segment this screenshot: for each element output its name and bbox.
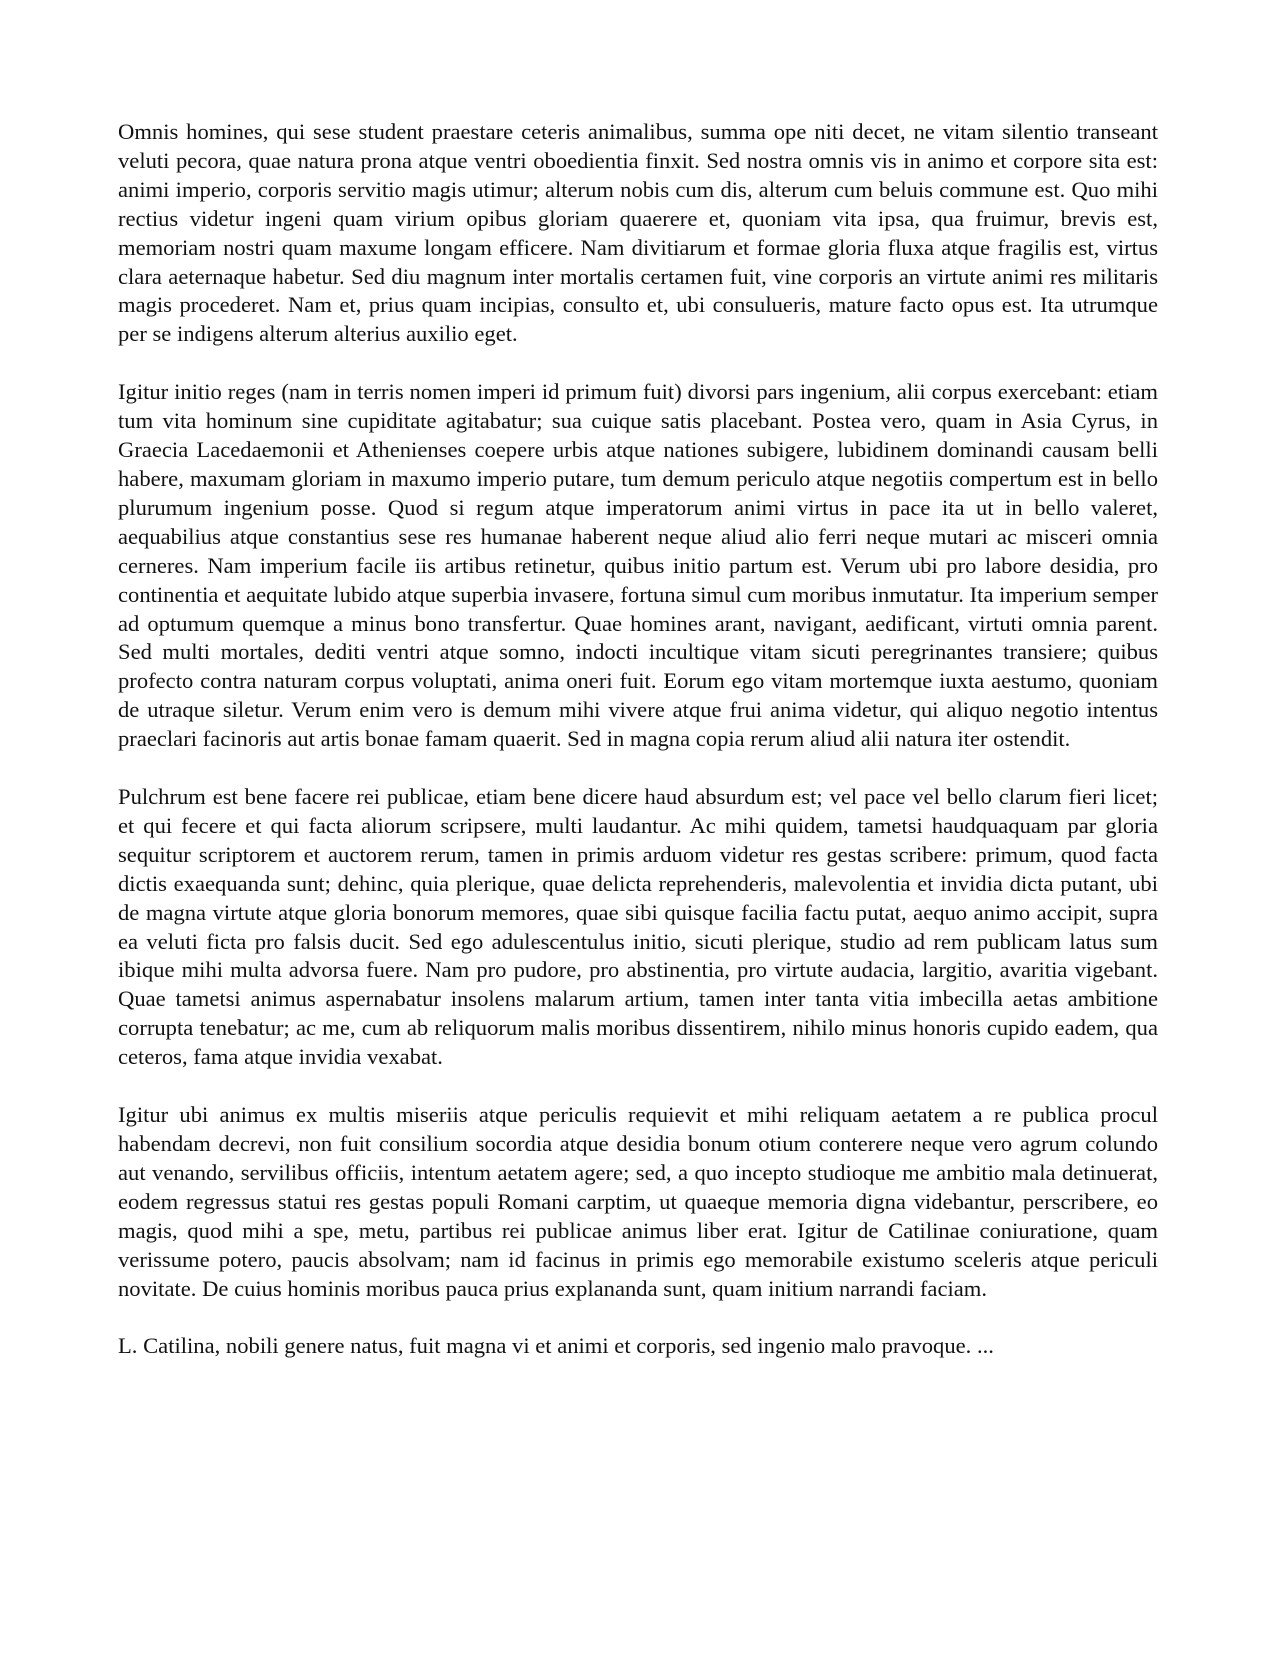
document-page xyxy=(118,118,1158,1361)
paragraph-5: L. Catilina, nobili genere natus, fuit magna vi et animi et corporis, sed ingenio malo pravoque. ... xyxy=(118,1333,994,1359)
paragraph-2: Igitur initio reges (nam in terris nomen imperi id primum fuit) divorsi pars ingenium, alii corpus exercebant: etiam tum vita hominum sine cupiditate agitabatur; sua cuique satis placebant. Postea vero, quam in Asia Cyrus, in Graecia Lacedaemonii et Athenienses coepere urbis atque nationes subigere, lubidinem dominandi causam belli habere, maxumam gloriam in maxumo imperio putare, tum demum periculo atque negotiis compertum est in bello plurumum ingenium posse. Quod si regum atque imperatorum animi virtus in pace ita ut in bello valeret, aequabilius atque constantius sese res humanae haberent neque aliud alio ferri neque mutari ac misceri omnia cerneres. Nam imperium facile iis artibus retinetur, quibus initio partum est. Verum ubi pro labore desidia, pro continentia et aequitate lubido atque superbia invasere, fortuna simul cum moribus inmutatur. Ita imperium semper ad optumum quemque a minus bono transfertur. Quae homines arant, navigant, aedificant, virtuti omnia parent. Sed multi mortales, dediti ventri atque somno, indocti incultique vitam sicuti peregrinantes transiere; quibus profecto contra naturam corpus voluptati, anima oneri fuit. Eorum ego vitam mortemque iuxta aestumo, quoniam de utraque siletur. Verum enim vero is demum mihi vivere atque frui anima videtur, qui aliquo negotio intentus praeclari facinoris aut artis bonae famam quaerit. Sed in magna copia rerum aliud alii natura iter ostendit. xyxy=(118,379,1158,752)
paragraph-3: Pulchrum est bene facere rei publicae, etiam bene dicere haud absurdum est; vel pace vel bello clarum fieri licet; et qui fecere et qui facta aliorum scripsere, multi laudantur. Ac mihi quidem, tametsi haudquaquam par gloria sequitur scriptorem et auctorem rerum, tamen in primis arduom videtur res gestas scribere: primum, quod facta dictis exaequanda sunt; dehinc, quia plerique, quae delicta reprehenderis, malevolentia et invidia dicta putant, ubi de magna virtute atque gloria bonorum memores, quae sibi quisque facilia factu putat, aequo animo accipit, supra ea veluti ficta pro falsis ducit. Sed ego adulescentulus initio, sicuti plerique, studio ad rem publicam latus sum ibique mihi multa advorsa fuere. Nam pro pudore, pro abstinentia, pro virtute audacia, largitio, avaritia vigebant. Quae tametsi animus aspernabatur insolens malarum artium, tamen inter tanta vitia imbecilla aetas ambitione corrupta tenebatur; ac me, cum ab reliquorum malis moribus dissentirem, nihilo minus honoris cupido eadem, qua ceteros, fama atque invidia vexabat. xyxy=(118,784,1158,1070)
paragraph-4: Igitur ubi animus ex multis miseriis atque periculis requievit et mihi reliquam aetatem a re publica procul habendam decrevi, non fuit consilium socordia atque desidia bonum otium conterere neque vero agrum colundo aut venando, servilibus officiis, intentum aetatem agere; sed, a quo incepto studioque me ambitio mala detinuerat, eodem regressus statui res gestas populi Romani carptim, ut quaeque memoria digna videbantur, perscribere, eo magis, quod mihi a spe, metu, partibus rei publicae animus liber erat. Igitur de Catilinae coniuratione, quam verissume potero, paucis absolvam; nam id facinus in primis ego memorabile existumo sceleris atque periculi novitate. De cuius hominis moribus pauca prius explananda sunt, quam initium narrandi faciam. xyxy=(118,1102,1158,1301)
paragraph-1: Omnis homines, qui sese student praestare ceteris animalibus, summa ope niti decet, ne vitam silentio transeant veluti pecora, quae natura prona atque ventri oboedientia finxit. Sed nostra omnis vis in animo et corpore sita est: animi imperio, corporis servitio magis utimur; alterum nobis cum dis, alterum cum beluis commune est. Quo mihi rectius videtur ingeni quam virium opibus gloriam quaerere et, quoniam vita ipsa, qua fruimur, brevis est, memoriam nostri quam maxume longam efficere. Nam divitiarum et formae gloria fluxa atque fragilis est, virtus clara aeternaque habetur. Sed diu magnum inter mortalis certamen fuit, vine corporis an virtute animi res militaris magis procederet. Nam et, prius quam incipias, consulto et, ubi consulueris, mature facto opus est. Ita utrumque per se indigens alterum alterius auxilio eget. xyxy=(118,119,1158,347)
